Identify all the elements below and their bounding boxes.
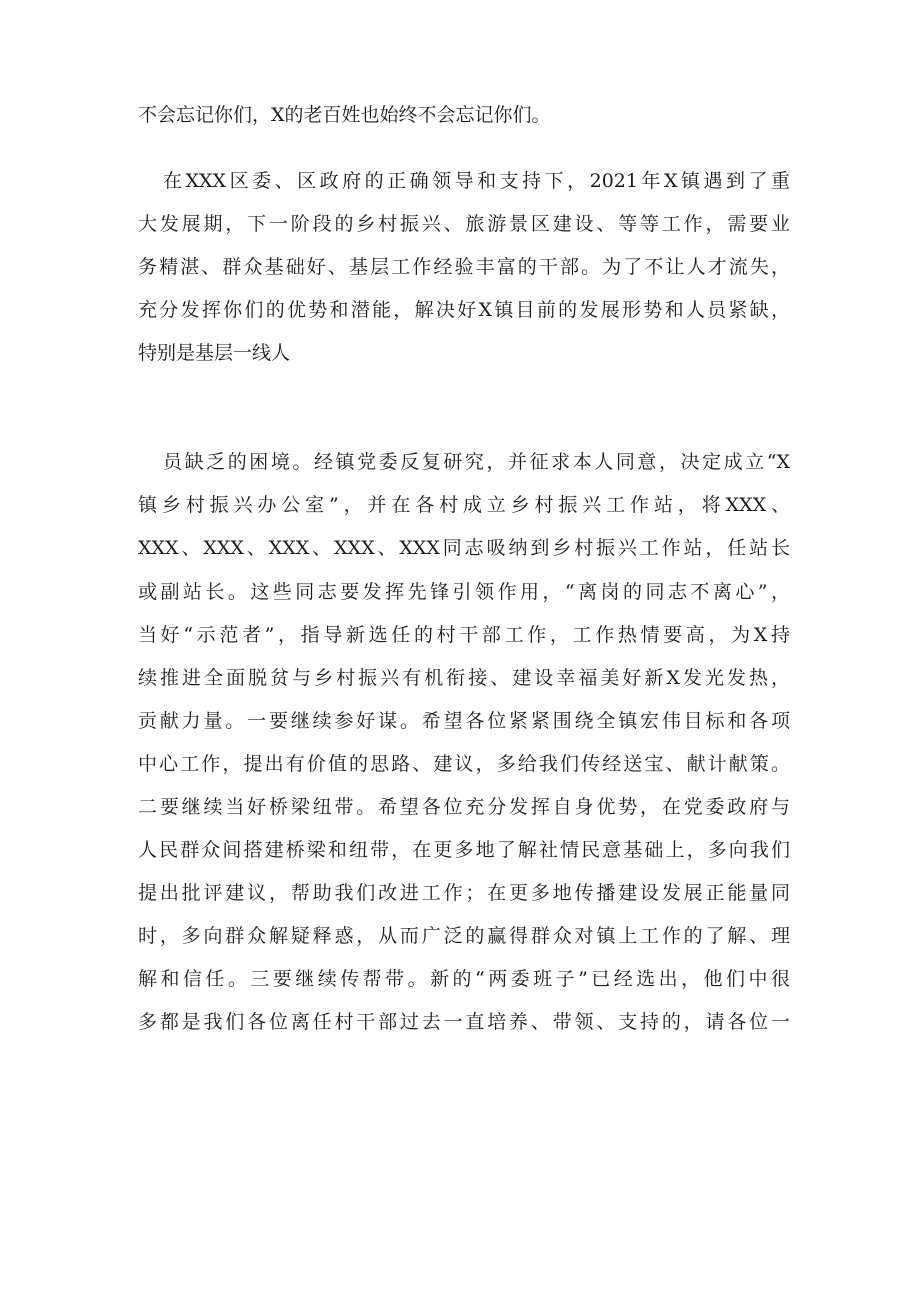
paragraph-3-line-9: 二要继续当好桥梁纽带。希望各位充分发挥自身优势，在党委政府与 (138, 796, 790, 818)
paragraph-2-line-1: 在XXX区委、区政府的正确领导和支持下，2021年X镇遇到了重 (163, 170, 790, 192)
paragraph-2-line-2: 大发展期，下一阶段的乡村振兴、旅游景区建设、等等工作，需要业 (138, 213, 790, 235)
paragraph-3-line-5: 当好“示范者”，指导新选任的村干部工作，工作热情要高，为X持 (138, 624, 790, 646)
paragraph-3-line-3: XXX、XXX、XXX、XXX、XXX同志吸纳到乡村振兴工作站，任站长 (138, 537, 790, 559)
paragraph-3-line-4: 或副站长。这些同志要发挥先锋引领作用，“离岗的同志不离心”， (138, 581, 790, 603)
paragraph-2-line-5: 特别是基层一线人 (138, 342, 291, 364)
paragraph-3-line-14: 多都是我们各位离任村干部过去一直培养、带领、支持的，请各位一 (138, 1011, 790, 1033)
paragraph-3-line-2: 镇乡村振兴办公室”，并在各村成立乡村振兴工作站，将XXX、 (138, 494, 790, 516)
paragraph-3-line-11: 提出批评建议，帮助我们改进工作；在更多地传播建设发展正能量同 (138, 882, 790, 904)
paragraph-3-line-12: 时，多向群众解疑释惑，从而广泛的赢得群众对镇上工作的了解、理 (138, 925, 790, 947)
paragraph-2-line-3: 务精湛、群众基础好、基层工作经验丰富的干部。为了不让人才流失， (138, 256, 790, 278)
paragraph-2-line-4: 充分发挥你们的优势和潜能，解决好X镇目前的发展形势和人员紧缺， (138, 299, 790, 321)
paragraph-3-line-10: 人民群众间搭建桥梁和纽带，在更多地了解社情民意基础上，多向我们 (138, 839, 790, 861)
paragraph-3-line-8: 中心工作，提出有价值的思路、建议，多给我们传经送宝、献计献策。 (138, 753, 790, 775)
paragraph-3-line-7: 贡献力量。一要继续参好谋。希望各位紧紧围绕全镇宏伟目标和各项 (138, 710, 790, 732)
paragraph-3-line-13: 解和信任。三要继续传帮带。新的“两委班子”已经选出，他们中很 (138, 968, 790, 990)
paragraph-3-line-6: 续推进全面脱贫与乡村振兴有机衔接、建设幸福美好新X发光发热， (138, 667, 790, 689)
paragraph-3-line-1: 员缺乏的困境。经镇党委反复研究，并征求本人同意，决定成立“X (163, 451, 790, 473)
paragraph-1-line-1: 不会忘记你们，X的老百姓也始终不会忘记你们。 (138, 104, 551, 126)
